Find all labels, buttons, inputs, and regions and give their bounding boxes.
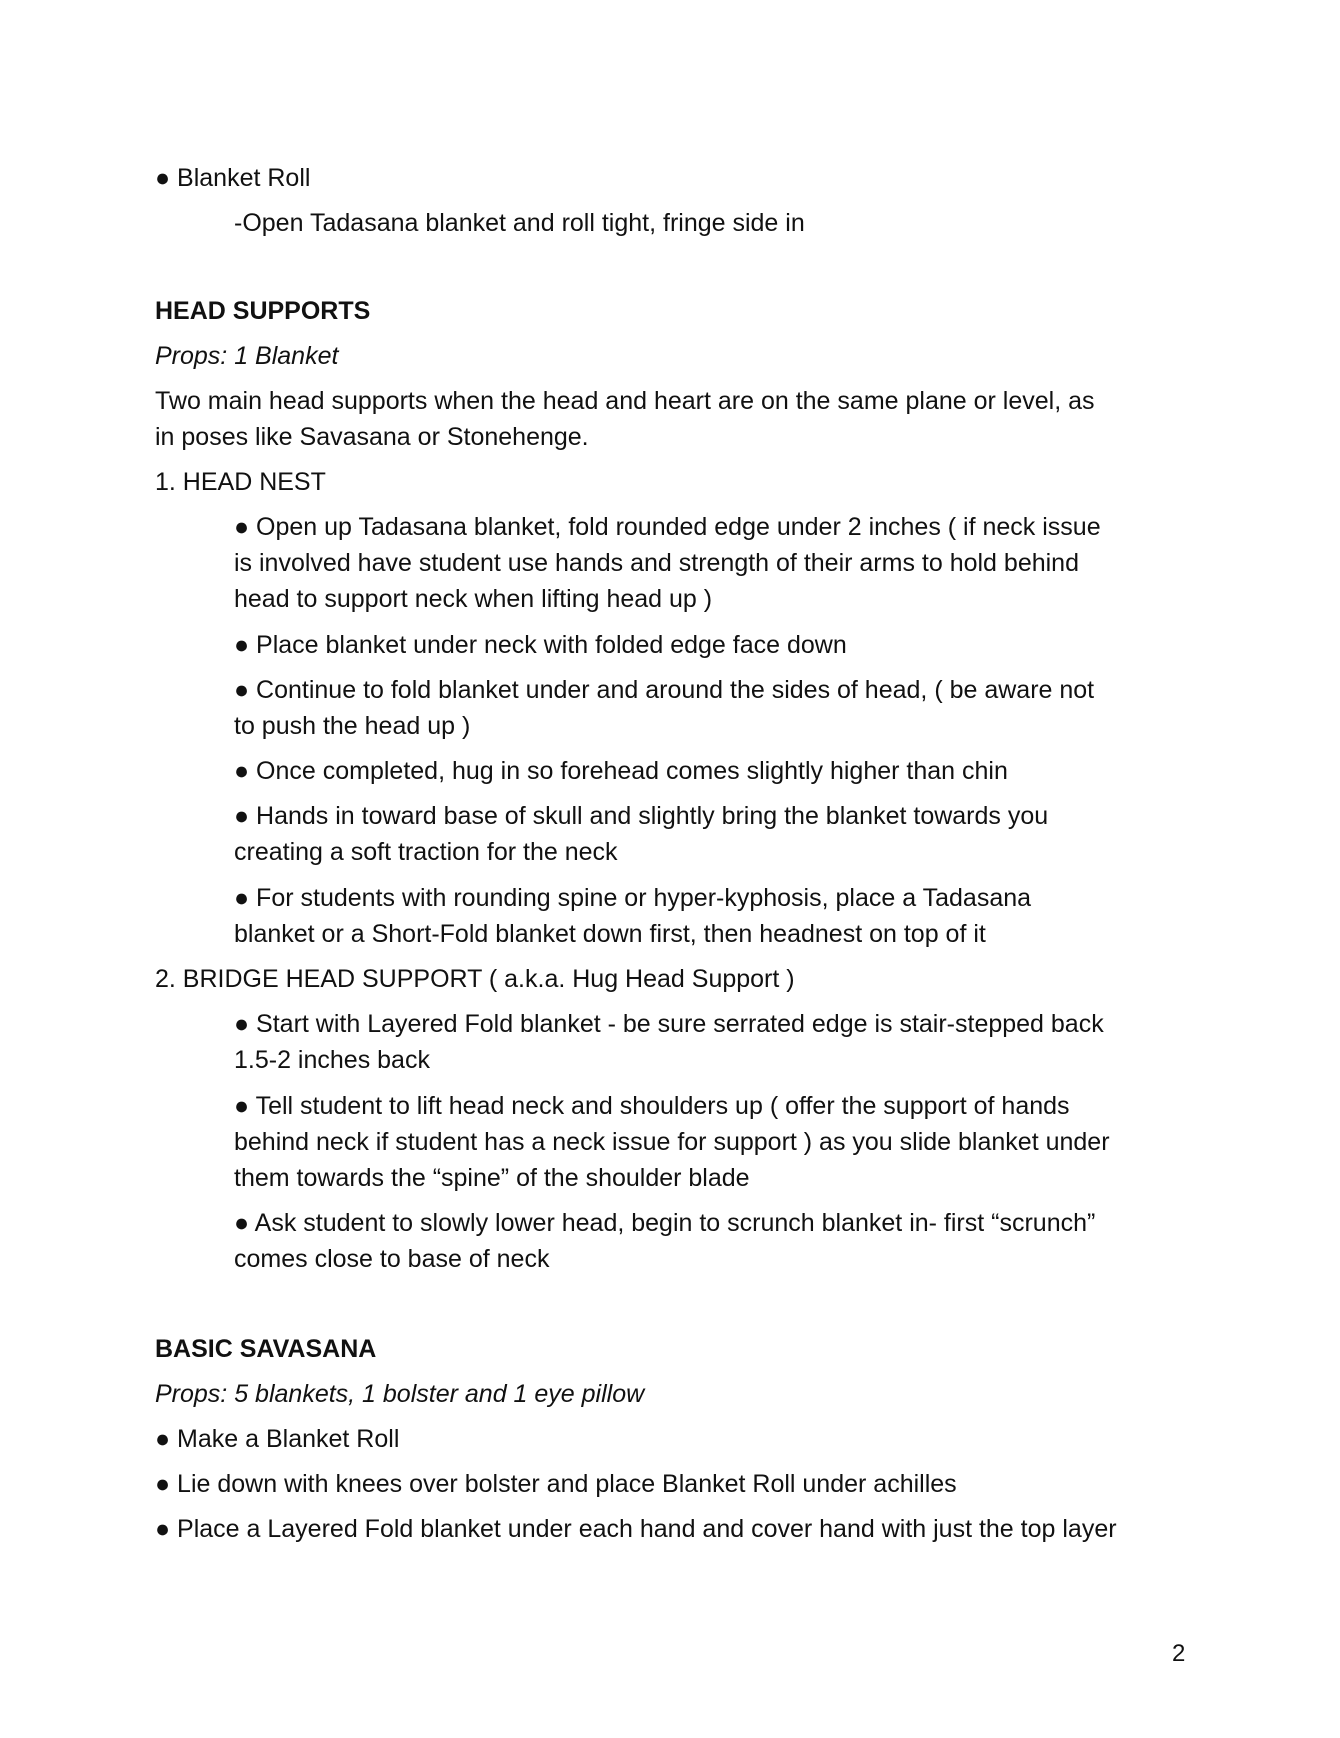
head-nest-bullet-line: ● Hands in toward base of skull and slightly bring the blanket towards you — [234, 802, 1049, 830]
head-nest-bullet-line: creating a soft traction for the neck — [234, 838, 618, 866]
bridge-bullet-line: ● Tell student to lift head neck and shoulders up ( offer the support of hands — [234, 1092, 1070, 1120]
bridge-bullet-line: them towards the “spine” of the shoulder blade — [234, 1164, 750, 1192]
head-nest-bullet-line: ● Once completed, hug in so forehead comes slightly higher than chin — [234, 757, 1008, 785]
head-nest-bullet-line: head to support neck when lifting head up ) — [234, 585, 713, 613]
head-supports-intro-line: Two main head supports when the head and heart are on the same plane or level, as — [155, 387, 1095, 415]
head-nest-bullet-line: ● Open up Tadasana blanket, fold rounded edge under 2 inches ( if neck issue — [234, 513, 1101, 541]
head-nest-bullet-line: blanket or a Short-Fold blanket down first, then headnest on top of it — [234, 920, 986, 948]
bridge-bullet-line: ● Start with Layered Fold blanket - be sure serrated edge is stair-stepped back — [234, 1010, 1104, 1038]
basic-savasana-bullet: ● Make a Blanket Roll — [155, 1425, 400, 1453]
blanket-roll-bullet: ● Blanket Roll — [155, 164, 311, 192]
basic-savasana-props: Props: 5 blankets, 1 bolster and 1 eye pillow — [155, 1380, 645, 1408]
head-nest-bullet-line: to push the head up ) — [234, 712, 471, 740]
basic-savasana-bullet: ● Place a Layered Fold blanket under each hand and cover hand with just the top layer — [155, 1515, 1117, 1543]
page-number: 2 — [1172, 1640, 1186, 1667]
bridge-bullet-line: behind neck if student has a neck issue for support ) as you slide blanket under — [234, 1128, 1110, 1156]
head-nest-bullet-line: ● Place blanket under neck with folded edge face down — [234, 631, 847, 659]
basic-savasana-heading: BASIC SAVASANA — [155, 1335, 377, 1363]
basic-savasana-bullet: ● Lie down with knees over bolster and place Blanket Roll under achilles — [155, 1470, 957, 1498]
head-nest-title: 1. HEAD NEST — [155, 468, 326, 496]
bridge-bullet-line: 1.5-2 inches back — [234, 1046, 430, 1074]
head-nest-bullet-line: ● For students with rounding spine or hyper-kyphosis, place a Tadasana — [234, 884, 1032, 912]
bridge-bullet-line: ● Ask student to slowly lower head, begin to scrunch blanket in- first “scrunch” — [234, 1209, 1096, 1237]
head-supports-intro-line: in poses like Savasana or Stonehenge. — [155, 423, 589, 451]
head-supports-heading: HEAD SUPPORTS — [155, 297, 371, 325]
head-nest-bullet-line: is involved have student use hands and strength of their arms to hold behind — [234, 549, 1079, 577]
bridge-head-support-title: 2. BRIDGE HEAD SUPPORT ( a.k.a. Hug Head Support ) — [155, 965, 795, 993]
head-nest-bullet-line: ● Continue to fold blanket under and around the sides of head, ( be aware not — [234, 676, 1095, 704]
head-supports-props: Props: 1 Blanket — [155, 342, 339, 370]
blanket-roll-instruction: -Open Tadasana blanket and roll tight, fringe side in — [234, 209, 805, 237]
bridge-bullet-line: comes close to base of neck — [234, 1245, 550, 1273]
